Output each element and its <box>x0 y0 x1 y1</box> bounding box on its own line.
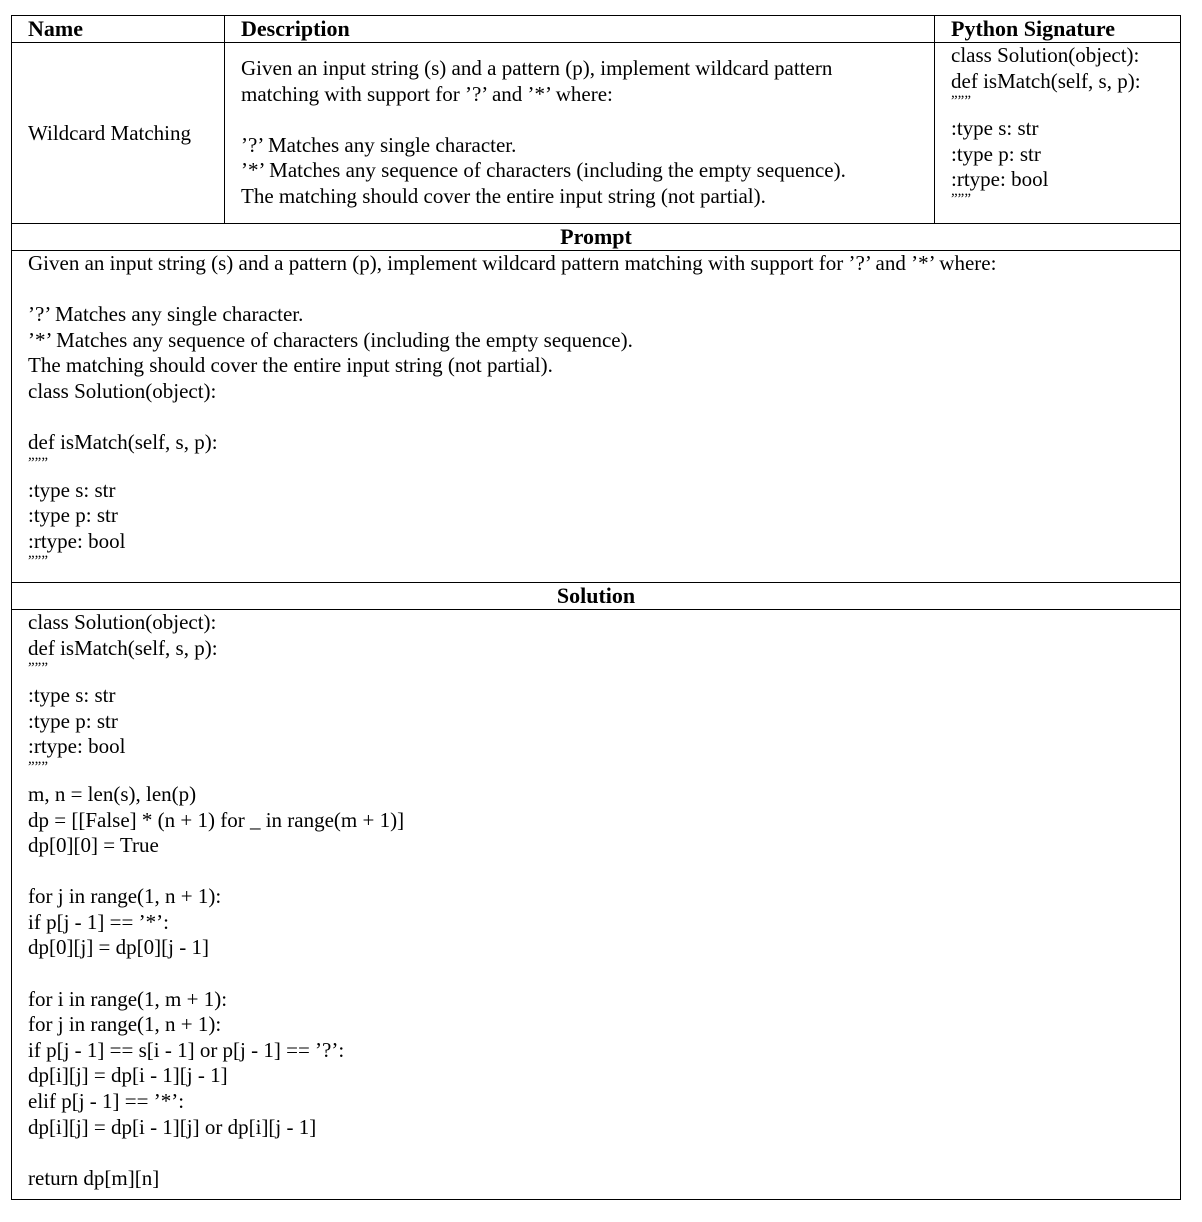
text-line: for j in range(1, n + 1): <box>28 884 222 909</box>
header-signature: Python Signature <box>951 16 1116 41</box>
text-line: :rtype: bool <box>28 734 126 759</box>
text-line <box>28 961 1164 987</box>
header-description: Description <box>225 16 935 42</box>
text-line: dp[0][j] = dp[0][j - 1] <box>28 935 209 960</box>
description-line: matching with support for ’?’ and ’*’ where: <box>241 81 613 106</box>
text-line <box>28 859 1164 885</box>
text-line: dp[i][j] = dp[i - 1][j - 1] <box>28 1063 228 1088</box>
text-line: dp[0][0] = True <box>28 833 159 858</box>
description-line: ’?’ Matches any single character. <box>241 132 517 157</box>
text-line: :type s: str <box>28 477 116 502</box>
docstring-quote: ””” <box>28 758 48 775</box>
problem-description <box>225 43 935 223</box>
prompt-title: Prompt <box>12 224 1180 251</box>
text-line: return dp[m][n] <box>28 1165 160 1190</box>
description-line: Given an input string (s) and a pattern (p), implement wildcard pattern <box>241 56 833 80</box>
prompt-body <box>12 251 1180 583</box>
signature-line: :rtype: bool <box>951 167 1049 191</box>
text-line: :type p: str <box>28 708 118 733</box>
solution-body <box>12 610 1180 1199</box>
text-line <box>28 404 1164 430</box>
problem-table <box>11 15 1181 1200</box>
text-line: :type p: str <box>28 503 118 528</box>
problem-name-text: Wildcard Matching <box>28 120 192 145</box>
signature-docstring-close: ””” <box>951 190 971 207</box>
problem-name <box>12 43 225 223</box>
description-line: ’*’ Matches any sequence of characters (including the empty sequence). <box>241 158 846 182</box>
text-line: :rtype: bool <box>28 528 126 553</box>
text-line: m, n = len(s), len(p) <box>28 781 197 806</box>
text-line: def isMatch(self, s, p): <box>28 635 218 660</box>
text-line: dp = [[False] * (n + 1) for _ in range(m + 1)] <box>28 807 405 832</box>
text-line: dp[i][j] = dp[i - 1][j] or dp[i][j - 1] <box>28 1114 317 1139</box>
signature-line: :type p: str <box>951 141 1041 166</box>
signature-line: :type s: str <box>951 116 1039 140</box>
text-line <box>28 1140 1164 1166</box>
text-line: def isMatch(self, s, p): <box>28 429 218 454</box>
text-line: for j in range(1, n + 1): <box>28 1012 222 1037</box>
text-line: for i in range(1, m + 1): <box>28 986 228 1011</box>
table-row <box>12 43 1180 224</box>
text-line: ’*’ Matches any sequence of characters (including the empty sequence). <box>28 327 633 352</box>
text-line: elif p[j - 1] == ’*’: <box>28 1088 185 1113</box>
description-line <box>241 107 918 133</box>
docstring-quote: ””” <box>28 553 48 570</box>
description-line: The matching should cover the entire input string (not partial). <box>241 183 766 208</box>
text-line: Given an input string (s) and a pattern (p), implement wildcard pattern matching with support for ’?’ and ’*’ where: <box>28 251 997 275</box>
text-line: :type s: str <box>28 683 116 708</box>
text-line: The matching should cover the entire input string (not partial). <box>28 353 553 378</box>
text-line: ’?’ Matches any single character. <box>28 302 304 327</box>
docstring-quote: ””” <box>28 454 48 471</box>
text-line: if p[j - 1] == ’*’: <box>28 909 169 934</box>
signature-docstring-open: ””” <box>951 93 971 109</box>
text-line: if p[j - 1] == s[i - 1] or p[j - 1] == ’?’: <box>28 1037 345 1062</box>
text-line: class Solution(object): <box>28 610 217 634</box>
solution-title: Solution <box>12 583 1180 610</box>
signature-line: class Solution(object): <box>951 43 1140 67</box>
python-signature <box>935 43 1180 223</box>
table-header-row <box>12 16 1180 43</box>
header-name: Name <box>12 16 225 42</box>
docstring-quote: ””” <box>28 660 48 677</box>
text-line <box>28 277 1164 303</box>
signature-line: def isMatch(self, s, p): <box>951 68 1141 93</box>
text-line: class Solution(object): <box>28 378 217 403</box>
